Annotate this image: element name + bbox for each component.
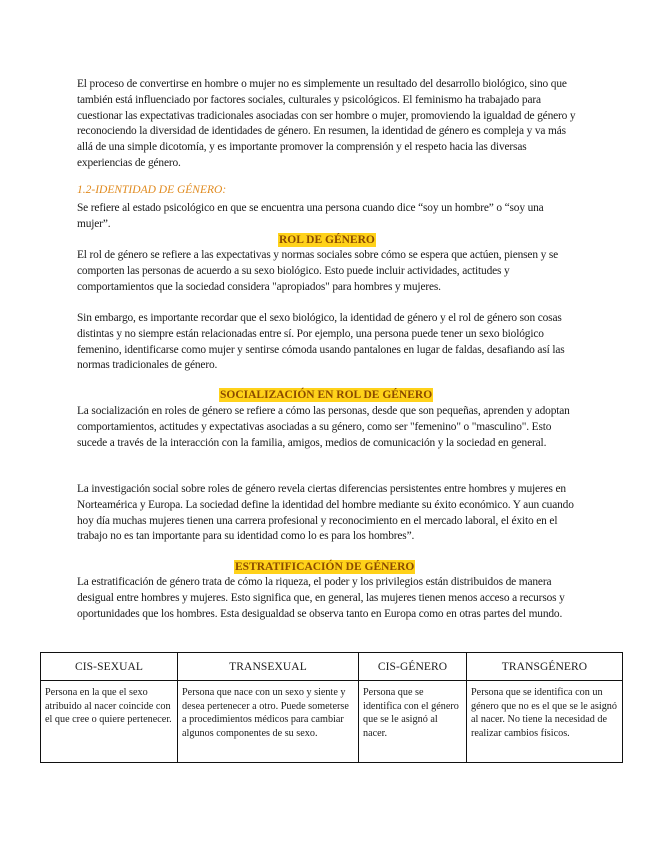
- paragraph-rol-2: Sin embargo, es importante recordar que el sexo biológico, la identidad de género y el rol de género son cosas distintas y no siempre están relacionadas entre sí. Por ejemplo, una persona puede tener un sexo biológico femenino, identificarse como mujer y sentirse cómoda usando pantalones en lugar de faldas, desafiando así las normas tradicionales de género.: [77, 312, 565, 372]
- table-header-cell: TRANSEXUAL: [178, 653, 359, 681]
- paragraph-estratificacion: La estratificación de género trata de cómo la riqueza, el poder y los privilegios están distribuidos de manera desigual entre hombres y mujeres. Esto significa que, en general, las mujeres tienen menos acceso a recursos y oportunidades que los hombres. Esta desigualdad se observa tanto en Europa como en otras partes del mundo.: [77, 576, 565, 620]
- heading-identidad-de-genero: 1.2-IDENTIDAD DE GÉNERO:: [77, 184, 227, 196]
- table-cell: Persona que se identifica con el género que se le asignó al nacer.: [359, 681, 467, 763]
- gender-terms-table: [40, 652, 623, 763]
- paragraph-intro: El proceso de convertirse en hombre o mujer no es simplemente un resultado del desarrollo biológico, sino que también está influenciado por factores sociales, culturales y psicológicos. El feminismo ha trabajado para cuestionar las expectativas tradicionales asociadas con ser hombre o mujer, promoviendo la igualdad de género y reconociendo la diversidad de identidades de género. En resumen, la identidad de género es compleja y va más allá de una simple dicotomía, y es importante promover la comprensión y el respeto hacia las diversas experiencias de género.: [77, 78, 576, 169]
- table-cell: Persona que se identifica con un género que no es el que se le asignó al nacer. No tiene la necesidad de realizar cambios físicos.: [467, 681, 623, 763]
- table-cell: Persona que nace con un sexo y siente y desea pertenecer a otro. Puede someterse a procedimientos médicos para cambiar algunos componentes de su sexo.: [178, 681, 359, 763]
- paragraph-socializacion-1: La socialización en roles de género se refiere a cómo las personas, desde que son pequeñas, aprenden y adoptan comportamientos, actitudes y expectativas asociadas a su género, como ser "femenino" o "masculino". Esto sucede a través de la interacción con la familia, amigos, medios de comunicación y la sociedad en general.: [77, 405, 570, 449]
- table-header-row: [41, 653, 623, 681]
- heading-socializacion: SOCIALIZACIÓN EN ROL DE GÉNERO: [220, 389, 433, 401]
- paragraph-identidad: Se refiere al estado psicológico en que se encuentra una persona cuando dice “soy un hombre” o “soy una mujer”.: [77, 202, 544, 230]
- heading-estratificacion: ESTRATIFICACIÓN DE GÉNERO: [235, 561, 415, 573]
- table-header-cell: CIS-SEXUAL: [41, 653, 178, 681]
- paragraph-socializacion-2: La investigación social sobre roles de género revela ciertas diferencias persistentes entre hombres y mujeres en Norteamérica y Europa. La sociedad define la identidad del hombre mediante su éxito económico. Y aun cuando hoy día muchas mujeres tienen una carrera profesional y reconocimiento en el mercado laboral, el éxito en el trabajo no es tan importante para su identidad como lo es para los hombres”.: [77, 483, 574, 543]
- table-header-cell: CIS-GÉNERO: [359, 653, 467, 681]
- table-cell: Persona en la que el sexo atribuido al nacer coincide con el que cree o quiere pertenecer.: [41, 681, 178, 763]
- paragraph-rol-1: El rol de género se refiere a las expectativas y normas sociales sobre cómo se espera que actúen, piensen y se comporten las personas de acuerdo a su sexo biológico. Esto puede incluir actividades, actitudes y comportamientos que la sociedad considera "apropiados" para hombres y mujeres.: [77, 249, 559, 293]
- table-row: [41, 681, 623, 763]
- table-header-cell: TRANSGÉNERO: [467, 653, 623, 681]
- heading-rol-de-genero: ROL DE GÉNERO: [279, 234, 375, 246]
